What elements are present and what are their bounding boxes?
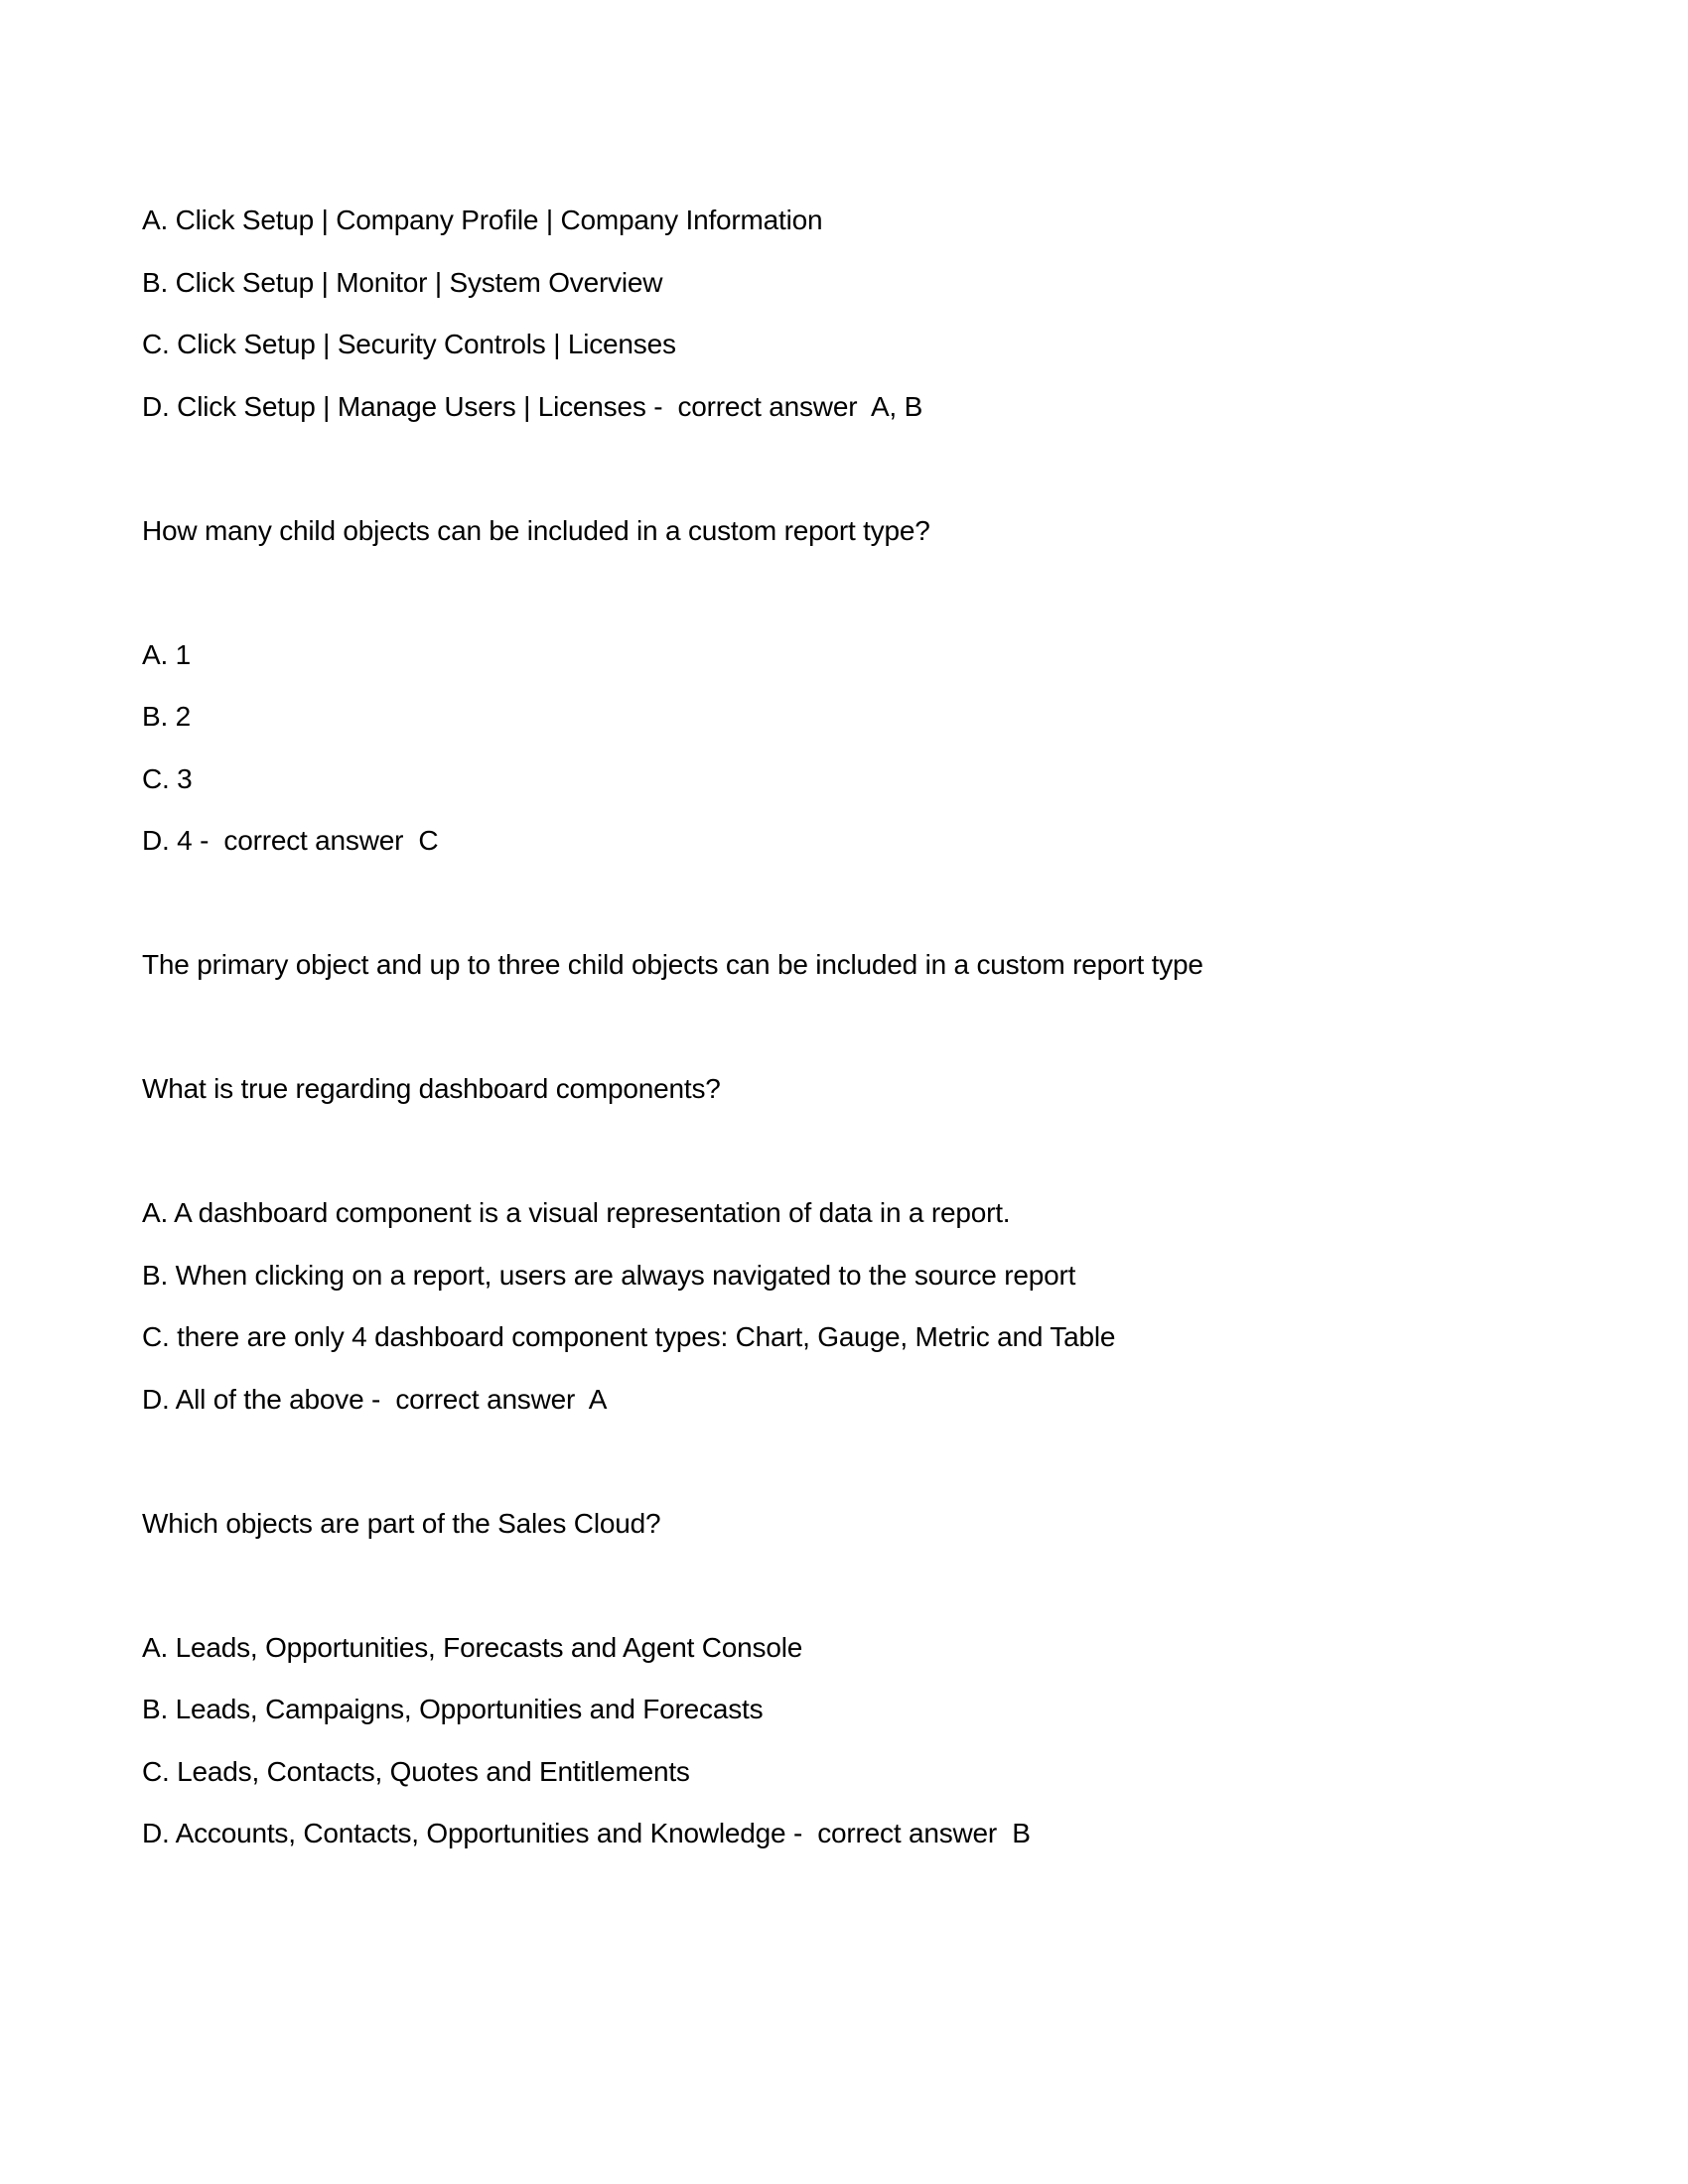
question-4-text	[142, 1493, 1549, 1556]
question-2-explanation-line-1: The primary object and up to three child objects can be included in a custom report type	[142, 949, 1203, 980]
question-1-options-line-2: B. Click Setup | Monitor | System Overview	[142, 266, 663, 298]
question-4-options-line-3: C. Leads, Contacts, Quotes and Entitlements	[142, 1755, 690, 1787]
question-1-options-line-3: C. Click Setup | Security Controls | Licenses	[142, 329, 676, 359]
question-3-options-line-2: B. When clicking on a report, users are always navigated to the source report	[142, 1259, 1076, 1291]
question-4-options	[142, 1617, 1549, 1865]
question-2-options	[142, 624, 1549, 873]
question-4-options-line-2: B. Leads, Campaigns, Opportunities and Forecasts	[142, 1694, 764, 1724]
question-2-explanation	[142, 934, 1549, 997]
question-1-options	[142, 190, 1549, 438]
question-2-text	[142, 500, 1549, 563]
question-2-options-line-2: B. 2	[142, 701, 192, 732]
question-2-options-line-3: C. 3	[142, 762, 193, 794]
question-3-options-line-1: A. A dashboard component is a visual representation of data in a report.	[142, 1197, 1011, 1228]
question-1-options-line-1: A. Click Setup | Company Profile | Company Information	[142, 205, 823, 235]
question-4-options-line-4: D. Accounts, Contacts, Opportunities and Knowledge - correct answer B	[142, 1818, 1031, 1848]
question-2-options-line-1: A. 1	[142, 638, 192, 670]
question-3-options	[142, 1182, 1549, 1431]
question-4-text-line-1: Which objects are part of the Sales Cloud?	[142, 1507, 661, 1539]
question-4-options-line-1: A. Leads, Opportunities, Forecasts and Agent Console	[142, 1631, 803, 1663]
question-3-text-line-1: What is true regarding dashboard components?	[142, 1073, 721, 1104]
question-2-text-line-1: How many child objects can be included in a custom report type?	[142, 514, 930, 546]
question-1-options-line-4: D. Click Setup | Manage Users | Licenses - correct answer A, B	[142, 390, 923, 422]
question-3-options-line-4: D. All of the above - correct answer A	[142, 1383, 608, 1415]
question-2-options-line-4: D. 4 - correct answer C	[142, 825, 439, 856]
question-3-text	[142, 1058, 1549, 1121]
question-3-options-line-3: C. there are only 4 dashboard component types: Chart, Gauge, Metric and Table	[142, 1321, 1116, 1352]
